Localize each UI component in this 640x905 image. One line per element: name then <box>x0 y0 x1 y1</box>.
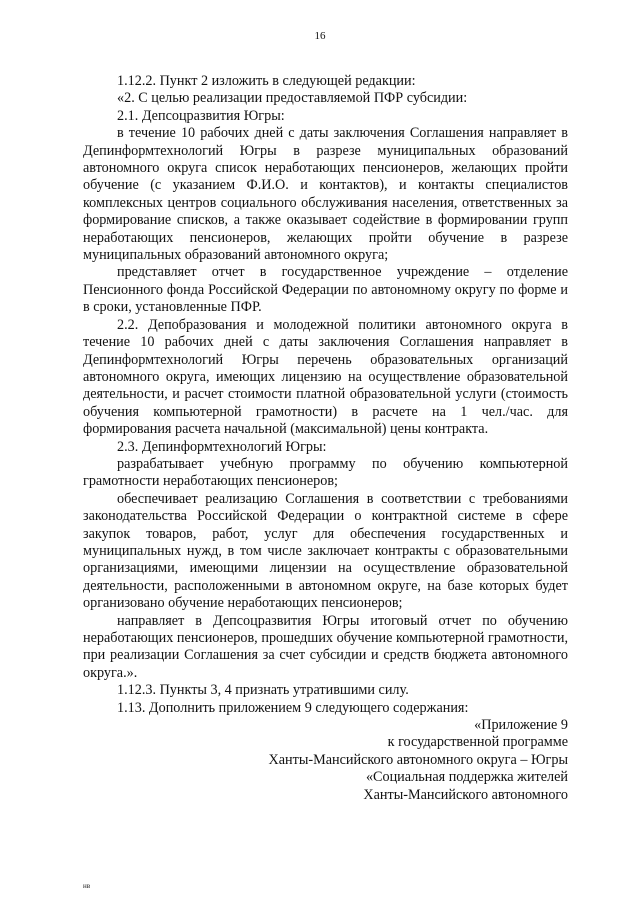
paragraph: разрабатывает учебную программу по обучению компьютерной грамотности неработающих пенсионеров; <box>83 455 568 490</box>
paragraph: 1.12.2. Пункт 2 изложить в следующей редакции: <box>117 73 416 89</box>
appendix-heading <box>83 717 568 804</box>
paragraph: 1.12.3. Пункты 3, 4 признать утратившими силу. <box>117 682 409 699</box>
appendix-line: Ханты-Мансийского автономного округа – Югры <box>268 751 568 768</box>
paragraph: в течение 10 рабочих дней с даты заключения Соглашения направляет в Депинформтехнологий Югры в разрезе муниципальных образований автономного округа список неработающих пенсионеров, желающих пройти обучение (с указанием Ф.И.О. и контактов), и контакты специалистов комплексных центров социального обслуживания населения, ответственных за формирование списков, а также оказывает содействие в формировании групп неработающих пенсионеров, желающих пройти обучение в разрезе муниципальных образований автономного округа; <box>83 125 568 264</box>
paragraph: 2.3. Депинформтехнологий Югры: <box>117 438 327 455</box>
appendix-line: Ханты-Мансийского автономного <box>363 786 568 803</box>
paragraph: 1.13. Дополнить приложением 9 следующего содержания: <box>117 699 469 716</box>
paragraph: обеспечивает реализацию Соглашения в соответствии с требованиями законодательства Российской Федерации о контрактной системе в сфере закупок товаров, работ, услуг для обеспечения государственных и муниципальных нужд, в том числе заключает контракты с образовательными организациями, имеющими лицензии на осуществление образовательной деятельности, расположенными в автономном округе, на базе которых будет организовано обучение неработающих пенсионеров; <box>83 490 568 612</box>
footer-mark: нв <box>83 882 91 890</box>
paragraph: направляет в Депсоцразвития Югры итоговый отчет по обучению неработающих пенсионеров, прошедших обучение компьютерной грамотности, при реализации Соглашения за счет субсидии и средств бюджета автономного округа.». <box>83 612 568 681</box>
paragraph: 2.2. Депобразования и молодежной политики автономного округа в течение 10 рабочих дней с даты заключения Соглашения направляет в Депинформтехнологий Югры перечень образовательных организаций автономного округа, имеющих лицензию на осуществление образовательной деятельности, и расчет стоимости платной образовательной услуги (стоимость обучения компьютерной грамотности) в расчете на 1 чел./час. для формирования расчета начальной (максимальной) цены контракта. <box>83 316 568 438</box>
paragraph: «2. С целью реализации предоставляемой ПФР субсидии: <box>117 90 468 107</box>
appendix-line: к государственной программе <box>387 734 568 751</box>
paragraph: представляет отчет в государственное учреждение – отделение Пенсионного фонда Российской Федерации по автономному округу по форме и в сроки, установленные ПФР. <box>83 264 568 316</box>
page-number: 16 <box>314 30 326 42</box>
appendix-line: «Приложение 9 <box>474 717 568 734</box>
appendix-line: «Социальная поддержка жителей <box>365 769 568 786</box>
document-body <box>83 73 568 804</box>
paragraph: 2.1. Депсоцразвития Югры: <box>117 107 285 124</box>
